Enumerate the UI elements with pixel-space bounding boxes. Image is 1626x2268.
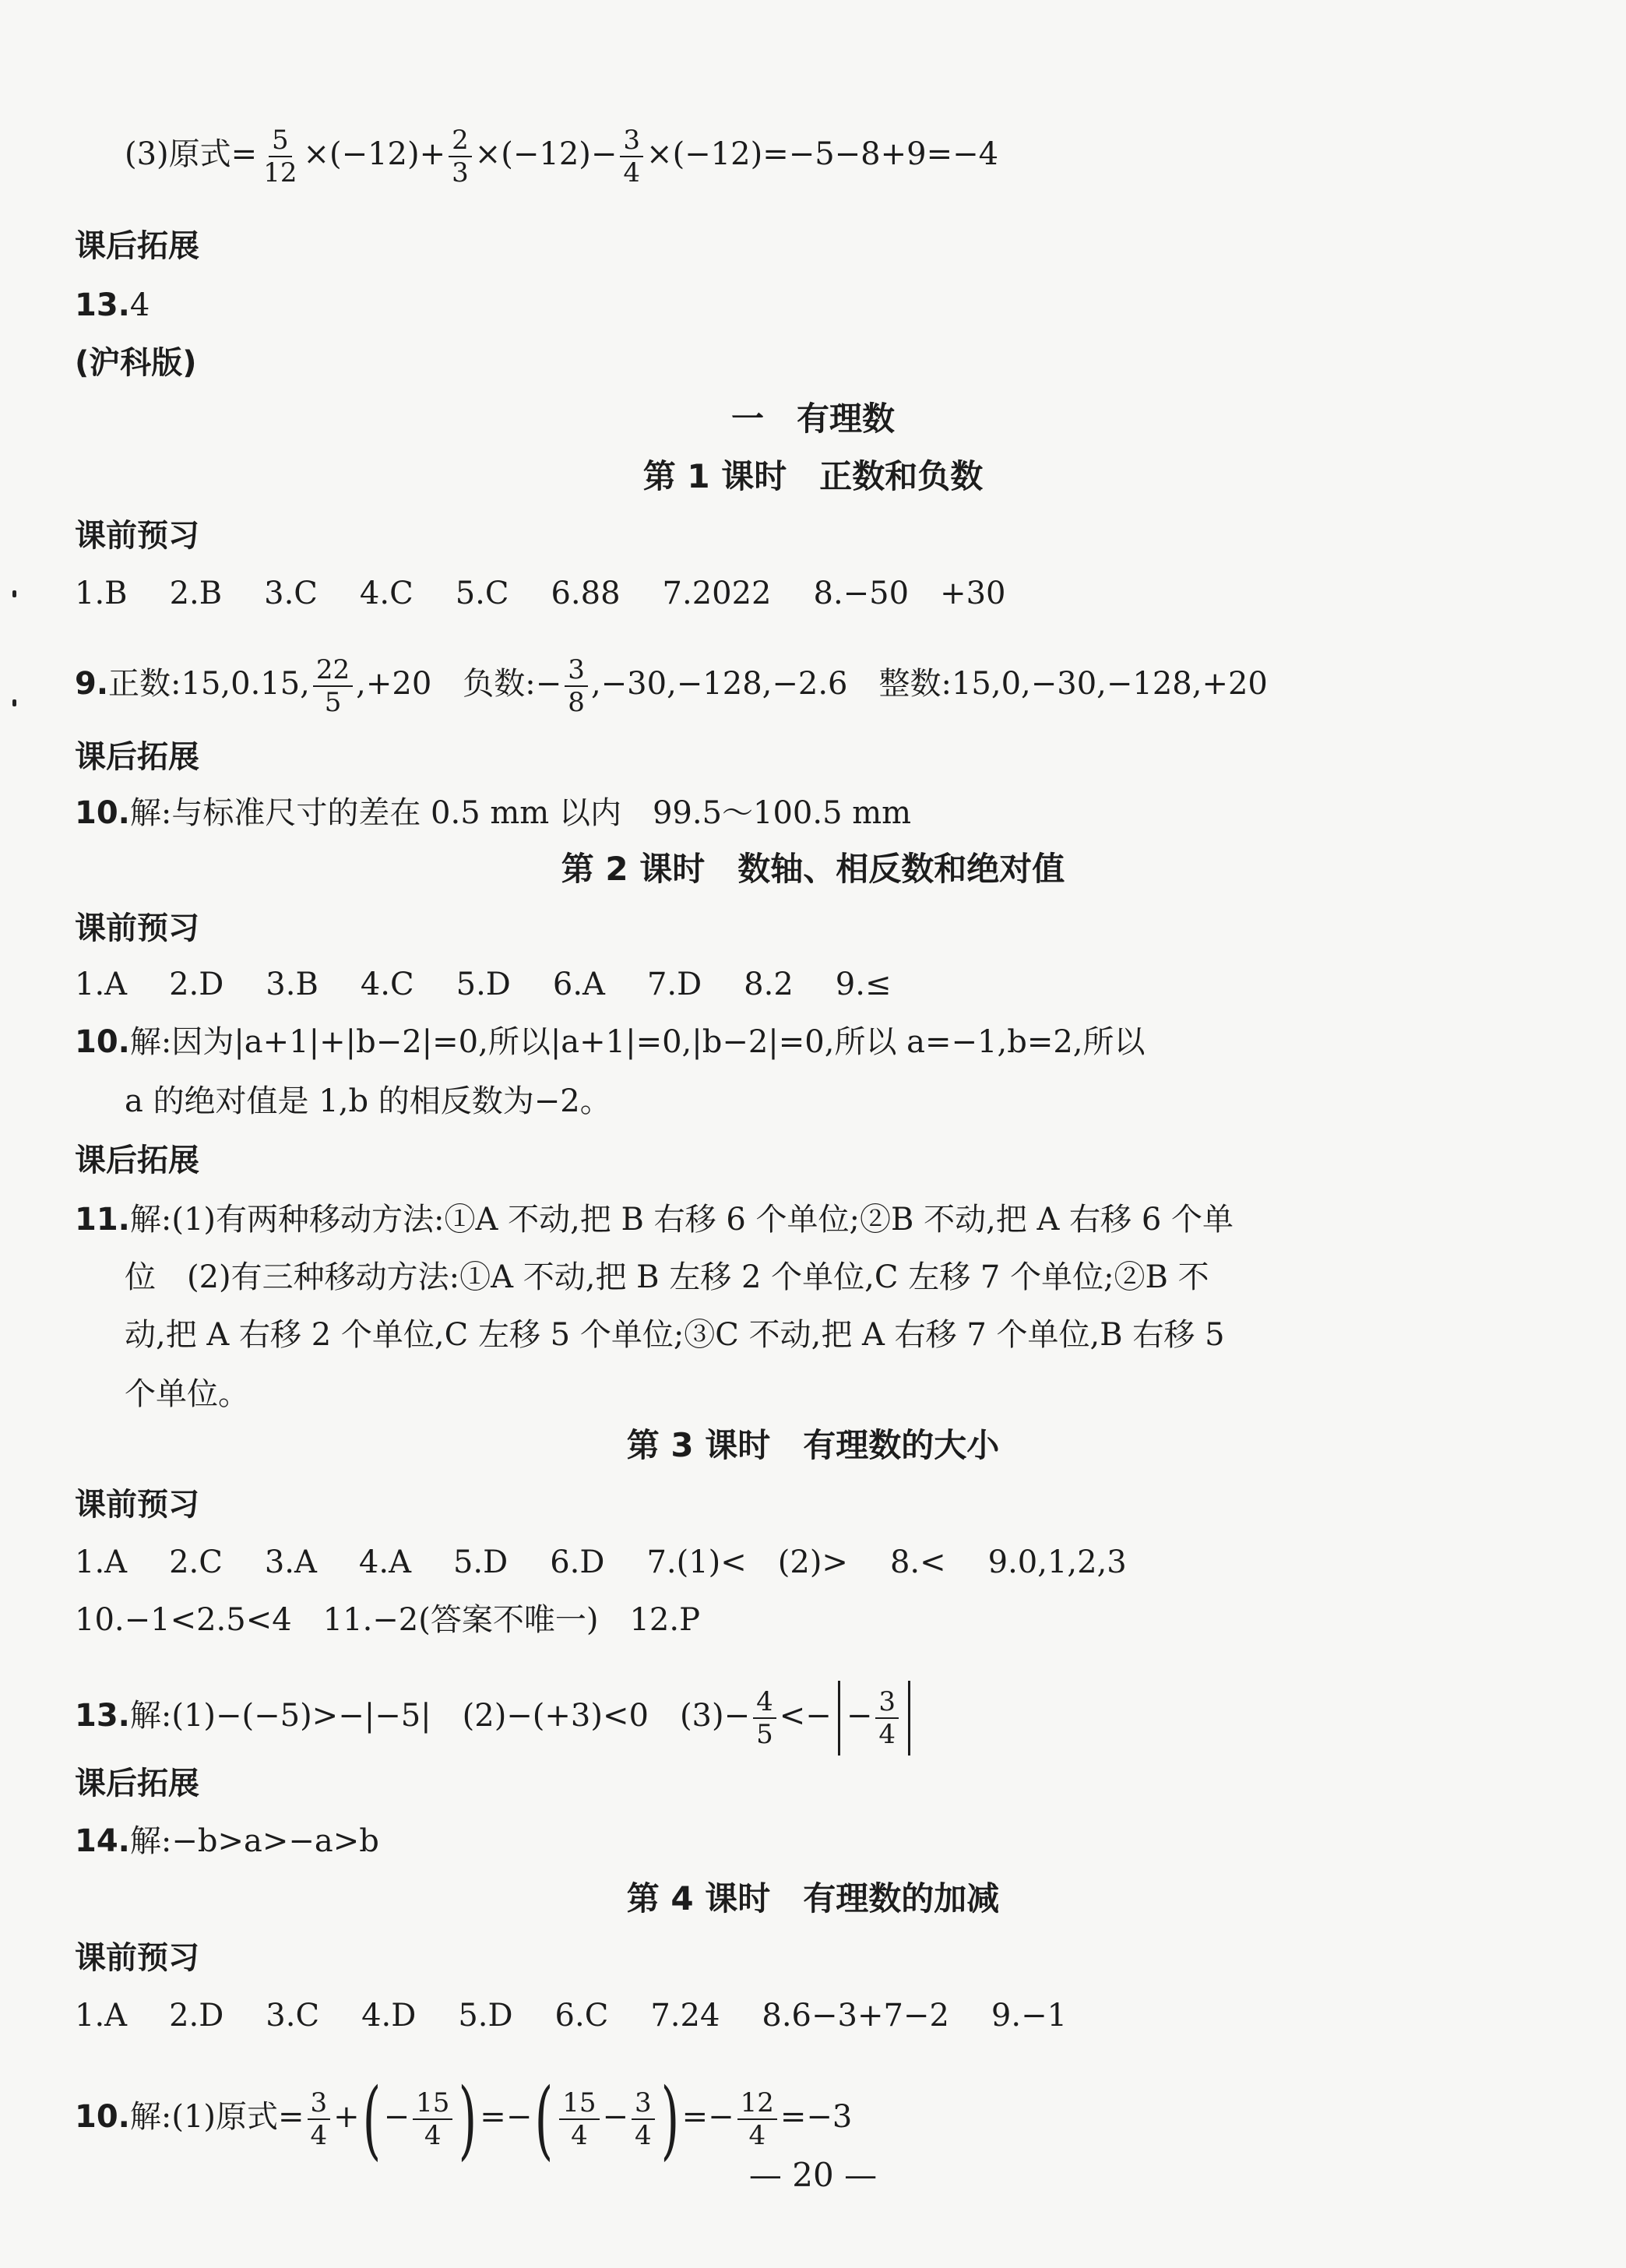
fraction: $\frac{3}{8}$ — [565, 654, 588, 718]
answer-line: 13.解:(1)−(−5)>−|−5| (2)−(+3)<0 (3)− $\frac{4}{5}$ <− − $\frac{3}{4}$ — [75, 1681, 1551, 1756]
answer-line: 14.解:−b>a>−a>b — [75, 1823, 379, 1859]
section-heading: 课后拓展 — [75, 1766, 199, 1801]
section-heading: 课后拓展 — [75, 1143, 199, 1178]
fraction: $\frac{2}{3}$ — [449, 125, 472, 188]
scan-mark — [12, 699, 16, 706]
chapter-title: 一 有理数 — [730, 400, 895, 438]
fraction: $\frac{4}{5}$ — [753, 1686, 776, 1750]
answer-line: 11.解:(1)有两种移动方法:①A 不动,把 B 右移 6 个单位;②B 不动,把 A 右移 6 个单 — [75, 1202, 1234, 1238]
answer-line: 9.正数:15,0.15, $\frac{22}{5}$ ,+20 负数:− $\frac{3}{8}$ ,−30,−128,−2.6 整数:15,0,−30,−128,+20 — [75, 654, 1268, 718]
answer-line: 10.−1<2.5<4 11.−2(答案不唯一) 12.P — [75, 1602, 700, 1638]
section-heading: 课前预习 — [75, 1487, 199, 1523]
abs-bar — [908, 1681, 910, 1756]
section-heading: 课后拓展 — [75, 739, 199, 775]
answer-line: 13.4 — [75, 287, 150, 323]
top-calc-line: (3)原式= $\frac{5}{12}$ ×(−12)+ $\frac{2}{3}$ ×(−12)− $\frac{3}{4}$ ×(−12)=−5−8+9=−4 — [125, 125, 999, 188]
answer-line: 1.B 2.B 3.C 4.C 5.C 6.88 7.2022 8.−50 +30 — [75, 576, 1006, 611]
section-heading: 课后拓展 — [75, 228, 199, 264]
page-number: — 20 — — [748, 2156, 878, 2194]
fraction: $\frac{3}{4}$ — [875, 1686, 899, 1750]
answer-line: 位 (2)有三种移动方法:①A 不动,把 B 左移 2 个单位,C 左移 7 个单位;②B 不 — [125, 1259, 1209, 1295]
fraction: $\frac{3}{4}$ — [308, 2087, 331, 2151]
section-heading: 课前预习 — [75, 518, 199, 554]
abs-bar — [838, 1681, 840, 1756]
scan-mark — [12, 590, 16, 597]
fraction: $\frac{3}{4}$ — [620, 125, 643, 188]
fraction: $\frac{5}{12}$ — [263, 125, 297, 188]
fraction: $\frac{22}{5}$ — [313, 654, 353, 718]
fraction: $\frac{15}{4}$ — [413, 2087, 452, 2151]
fraction: $\frac{12}{4}$ — [737, 2087, 777, 2151]
answer-line: 10.解:因为|a+1|+|b−2|=0,所以|a+1|=0,|b−2|=0,所以 a=−1,b=2,所以 — [75, 1024, 1146, 1060]
answer-line: 1.A 2.D 3.C 4.D 5.D 6.C 7.24 8.6−3+7−2 9.−1 — [75, 1998, 1068, 2034]
section-heading: 课前预习 — [75, 1940, 199, 1976]
edition-label: (沪科版) — [75, 345, 197, 381]
lesson-title: 第 4 课时 有理数的加减 — [626, 1879, 1000, 1918]
answer-line: 个单位。 — [125, 1376, 249, 1412]
answer-line: a 的绝对值是 1,b 的相反数为−2。 — [125, 1083, 611, 1119]
answer-line: 1.A 2.C 3.A 4.A 5.D 6.D 7.(1)< (2)> 8.< 9.0,1,2,3 — [75, 1544, 1127, 1580]
section-heading: 课前预习 — [75, 910, 199, 946]
fraction: $\frac{3}{4}$ — [632, 2087, 655, 2151]
answer-line: 动,把 A 右移 2 个单位,C 左移 5 个单位;③C 不动,把 A 右移 7 个单位,B 右移 5 — [125, 1317, 1225, 1353]
lesson-title: 第 3 课时 有理数的大小 — [626, 1426, 1000, 1464]
lesson-title: 第 2 课时 数轴、相反数和绝对值 — [561, 850, 1065, 888]
fraction: $\frac{15}{4}$ — [559, 2087, 599, 2151]
answer-line: 1.A 2.D 3.B 4.C 5.D 6.A 7.D 8.2 9.≤ — [75, 967, 892, 1002]
answer-line: 10.解:与标准尺寸的差在 0.5 mm 以内 99.5～100.5 mm — [75, 795, 912, 831]
lesson-title: 第 1 课时 正数和负数 — [642, 457, 984, 495]
answer-line: 10.解:(1)原式= $\frac{3}{4}$ +(− $\frac{15}{4}$ )=−( $\frac{15}{4}$ − $\frac{3}{4}$ )=− $\frac{12}{4}$ =−3 — [75, 2069, 853, 2169]
